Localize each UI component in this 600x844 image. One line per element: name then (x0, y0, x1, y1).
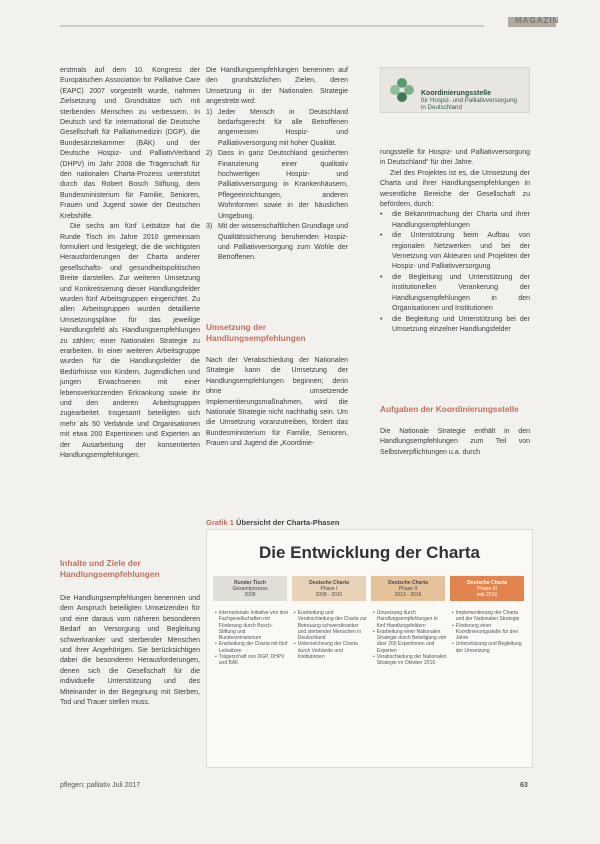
phase-column-runder-tisch (215, 610, 289, 667)
phase-item: • Förderung einer Koordinierungsstelle für drei Jahre (452, 622, 519, 642)
heading-umsetzung: Umsetzung der Handlungsempfehlungen (206, 322, 306, 343)
heading-inhalte: Inhalte und Ziele der Handlungsempfehlungen (60, 558, 160, 579)
phase-item: • Umsetzung durch Handlungsempfehlungen in fünf Handlungsfeldern (373, 610, 438, 629)
header-rule (60, 25, 484, 27)
col3-paragraph-3: Die Nationale Strategie enthält in den Handlungsempfehlungen zum Teil von Selbstverpflichtungen u.a. durch (380, 428, 530, 456)
phase-column-phase-3 (452, 610, 526, 654)
logo-title: Koordinierungsstelle (421, 90, 492, 97)
col1-paragraph-2: Die sechs am fünf Leitsätze hat die Runde Tisch im Jahre 2010 gemeinsam formuliert und festgelegt, die die wichtigsten Herausforderungen der Charta anderer gesellschafts- und gesundheitspolitischen Breite darstellen. Zur weiteren Umsetzung und Konkretisierung dieser Handlungsfelder wurden fünf Arbeitsgruppen eingerichtet. Zu allen Arbeitsgruppen wurden detaillierte Umsetzungspläne für das jeweilige Handlungsfeld als Handlungsempfehlungen zu zählen; einer Nationalen Strategie zu erarbeiten. In einer weiteren Arbeitsgruppe wurden für die Handlungsfelder die Bedürfnisse von Kindern, Jugendlichen und jungen Erwachsenen mit einer lebensverkürzenden Erkrankung sowie ihr und den anderen Arbeitsgruppen zugearbeitet. Insgesamt beteiligten sich mehr als 50 Verbände und Organisationen mit etwa 200 Expertinnen und Experten an der Ausarbeitung der konsentierten Handlungsempfehlungen. (60, 223, 200, 460)
phase-item: • Erarbeitung und Verabschiedung der Charta zur Betreuung schwerstkranker und sterbender Menschen in Deutschland (294, 610, 367, 642)
logo-line-3: in Deutschland (421, 104, 462, 111)
phase-item: • Erarbeitung der Charta mit fünf Leitsätzen (215, 641, 288, 654)
col1b-paragraph: Die Handlungsempfehlungen benennen und dem Anspruch beteiligten Umsetzenden für und eine daraus vom näheren besonderen Bedarf an Versorgung und Begleitung schwerkranker und sterbender Menschen und ihrer Angehörigen. Sie berücksichtigen dabei die besonderen Herausforderungen, denen sich die Gesellschaft für die individuelle Unterstützung und des Miteinander in der Begegnung mit Sterben, Tod und Trauer stellen muss. (60, 595, 200, 707)
goal-item: 1) Jeder Mensch in Deutschland bedarfsgerecht für alle Betroffenen angemessen Hospiz- und Palliativversorgung mit hoher Qualität. (206, 108, 348, 147)
col2-paragraph-1: Die Handlungsempfehlungen benennen auf den grundsätzlichen Zielen, deren Umsetzung in der Nationalen Strategie angestrebt wird: (206, 67, 348, 106)
goal-item: 3) Mit der wissenschaftlichen Grundlage und Qualitätssicherung beruhenden Hospiz- und Palliativversorgung zum Wohle der Betroffenen. (206, 223, 348, 262)
graphic-caption-text: Übersicht der Charta-Phasen (236, 518, 340, 527)
phase-box-runder-tisch: Runder Tisch Gesamtprozess 2008 (213, 576, 287, 601)
phase-item: • Internationale Initiative von drei Fachgesellschaften mit Förderung durch Bosch-Stiftung und Bundesministerium (215, 610, 288, 642)
phase-item: • Unterstützung und Begleitung der Umsetzung (452, 641, 522, 654)
phase-item: • Implementierung der Charta und der Nationalen Strategie (452, 610, 520, 623)
phase-item: • Erarbeitung einer Nationalen Strategie durch Beteiligung von über 200 Expertinnen und Experten (373, 628, 447, 654)
phase-box-phase-3: Deutsche Charta Phase III seit 2016 (450, 576, 524, 601)
section-label: MAGAZIN (515, 16, 560, 25)
col3-paragraph-2: Ziel des Projektes ist es, die Umsetzung der Charta und ihrer Handlungsempfehlungen in wesentliche Bereiche der Gesellschaft zu befördern, durch: (380, 169, 530, 209)
logo-line-2: für Hospiz- und Palliativversorgung (421, 97, 517, 104)
column-1 (60, 66, 200, 461)
column-2b (206, 356, 348, 450)
graphic-number: Grafik 1 (206, 518, 234, 527)
phase-item: • Unterzeichnung der Charta durch Verbände und Institutionen (294, 641, 358, 661)
phase-column-phase-2 (373, 610, 447, 667)
column-3 (380, 148, 530, 335)
koordinierungsstelle-logo (380, 67, 530, 113)
phase-item: • Trägerschaft von DGP, DHPV und BÄK (215, 654, 285, 667)
col2-paragraph-2: Nach der Verabschiedung der Nationalen Strategie kann die Umsetzung der Handlungsempfehlungen beginnen; denn ohne umsetzende Implementierungsmaßnahmen, wird die Nationale Strategie nicht nachhaltig sein. Um die Umsetzung voranzutreiben, fördert das Bundesministerium für Familie, Senioren, Frauen und Jugend die „Koordinie- (206, 357, 348, 448)
phase-box-phase-1: Deutsche Charta Phase I 2008 - 2010 (292, 576, 366, 601)
bullet-item: • die Unterstützung beim Aufbau von regionalen Netzwerken und bei der Vernetzung von Akteuren und Projekten der Hospiz- und Palliativversorgung (380, 232, 530, 271)
footer-journal: pflegen: palliativ Juli 2017 (60, 782, 141, 789)
column-3b (380, 427, 530, 458)
goal-item: 2) Dass in ganz Deutschland gesicherten Finanzierung einer qualitativ hochwertigen Hospiz- und Palliativversorgung in Krankenhäusern, Pflegeeinrichtungen, anderen Wohnformen sowie in der häuslichen Umgebung. (206, 150, 348, 220)
heading-aufgaben: Aufgaben der Koordinierungsstelle (380, 404, 519, 414)
graphic-title: Die Entwicklung der Charta (258, 543, 481, 562)
bullet-item: • die Begleitung und Unterstützung bei der Umsetzung einzelner Handlungsfelder (380, 315, 530, 333)
phase-box-phase-2: Deutsche Charta Phase II 2013 - 2016 (371, 576, 445, 601)
bullet-item: • die Begleitung und Unterstützung der institutionellen Verankerung der Handlungsempfehlungen in den Organisationen und Institutionen (380, 273, 530, 313)
phase-item: • Verabschiedung der Nationalen Strategie im Oktober 2016 (373, 654, 447, 667)
clover-logo-icon (387, 75, 417, 105)
page-number: 63 (520, 782, 528, 789)
col3-paragraph-1: rungsstelle für Hospiz- und Palliativversorgung in Deutschland“ für drei Jahre. (380, 149, 530, 167)
column-1b (60, 594, 200, 708)
bullet-item: • die Bekanntmachung der Charta und ihrer Handlungsempfehlungen (380, 211, 530, 229)
column-2 (206, 66, 348, 264)
phase-column-phase-1 (294, 610, 368, 660)
graphic-caption (206, 518, 339, 527)
col1-paragraph-1: erstmals auf dem 10. Kongress der Europäischen Association for Palliative Care (EAPC) 2007 vorgestellt wurde, nahmen Zielsetzung und Grundsätze sich mit sterbenden Menschen zu verbessern. In Deutsch und für international die Deutsche Gesellschaft für Palliativmedizin (DGP), die Bundesärztekammer (BÄK) und der Deutsche Hospiz- und PalliativVerband (DHPV) im Jahr 2008 die Trägerschaft für den nationalen Charta-Prozess unterstützt durch das Robert Bosch Stiftung, dem Bundesministerium für Familie, Senioren, Frauen und Jugend sowie der Deutschen Krebshilfe. (60, 67, 200, 220)
charta-graphic (206, 529, 533, 768)
